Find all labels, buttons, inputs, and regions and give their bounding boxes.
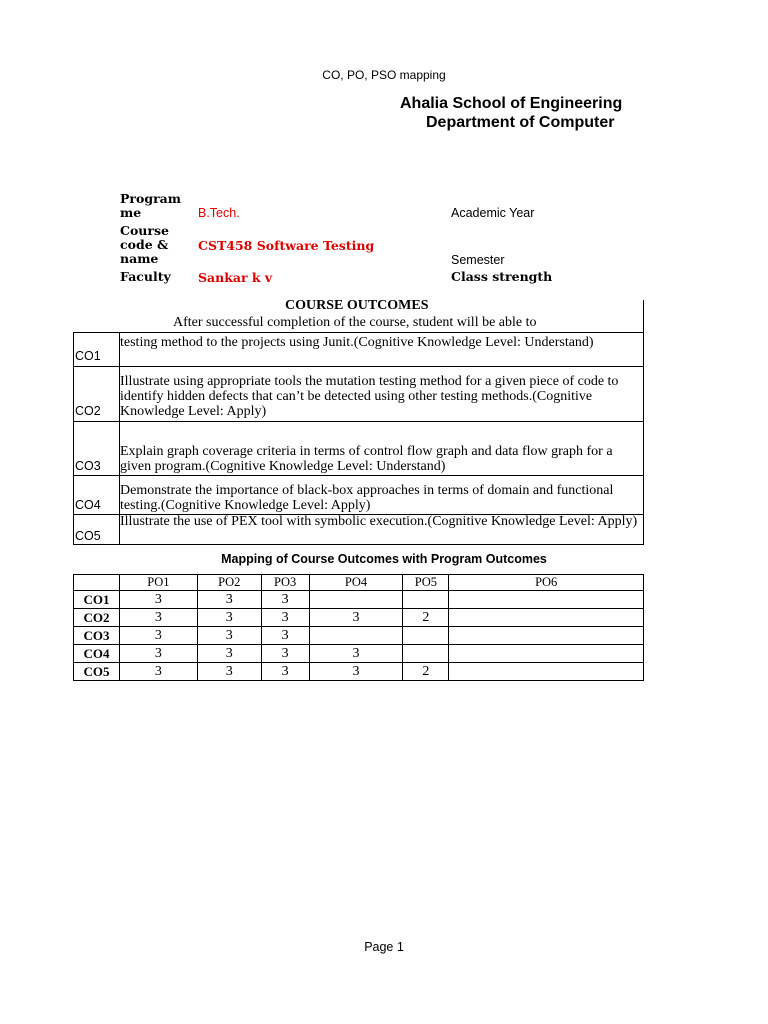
co-row xyxy=(73,515,643,544)
mapping-cell: 3 xyxy=(119,609,197,627)
mapping-cell xyxy=(449,663,644,681)
mapping-header-cell: PO6 xyxy=(449,575,644,591)
mapping-cell: 2 xyxy=(403,663,449,681)
academic-year-label: Academic Year xyxy=(451,206,535,220)
mapping-header-cell xyxy=(74,575,120,591)
mapping-cell: 3 xyxy=(261,645,309,663)
mapping-cell: 3 xyxy=(119,645,197,663)
mapping-header-cell: PO5 xyxy=(403,575,449,591)
co-description: Illustrate the use of PEX tool with symbolic execution.(Cognitive Knowledge Level: Apply) xyxy=(120,514,638,529)
mapping-cell: 3 xyxy=(197,609,261,627)
mapping-cell xyxy=(403,627,449,645)
mapping-title: Mapping of Course Outcomes with Program Outcomes xyxy=(221,552,547,566)
semester-label: Semester xyxy=(451,253,505,267)
mapping-cell xyxy=(403,591,449,609)
mapping-header-cell: PO1 xyxy=(119,575,197,591)
mapping-cell: 3 xyxy=(197,645,261,663)
mapping-header-row xyxy=(74,575,644,591)
mapping-cell xyxy=(309,591,403,609)
co-description: Demonstrate the importance of black-box approaches in terms of domain and functional testing.(Cognitive Knowledge Level: Apply) xyxy=(120,483,614,513)
mapping-header-cell: PO2 xyxy=(197,575,261,591)
co-description: testing method to the projects using Junit.(Cognitive Knowledge Level: Understand) xyxy=(120,335,594,350)
mapping-cell: 3 xyxy=(119,591,197,609)
mapping-row xyxy=(74,609,644,627)
mapping-cell: 3 xyxy=(197,663,261,681)
mapping-cell: 3 xyxy=(261,591,309,609)
mapping-cell: 3 xyxy=(119,663,197,681)
faculty-value: Sankar k v xyxy=(198,270,273,285)
co-id: CO2 xyxy=(75,404,101,418)
mapping-header-cell: PO3 xyxy=(261,575,309,591)
course-label-line3: name xyxy=(120,251,159,266)
co-row xyxy=(73,476,643,514)
programme-label-line2: me xyxy=(120,205,142,220)
mapping-row xyxy=(74,591,644,609)
mapping-row-co: CO1 xyxy=(74,591,120,609)
co-id: CO1 xyxy=(75,349,101,363)
mapping-row-co: CO3 xyxy=(74,627,120,645)
mapping-cell xyxy=(449,609,644,627)
faculty-label: Faculty xyxy=(120,269,171,284)
co-po-mapping-table xyxy=(73,574,644,681)
mapping-cell: 3 xyxy=(261,627,309,645)
mapping-cell: 3 xyxy=(309,663,403,681)
mapping-cell: 3 xyxy=(309,609,403,627)
mapping-cell: 3 xyxy=(119,627,197,645)
co-row xyxy=(73,333,643,366)
mapping-row-co: CO4 xyxy=(74,645,120,663)
mapping-cell xyxy=(449,627,644,645)
co-id: CO3 xyxy=(75,459,101,473)
mapping-row-co: CO5 xyxy=(74,663,120,681)
page-header-title: CO, PO, PSO mapping xyxy=(322,68,446,82)
co-description: Illustrate using appropriate tools the mutation testing method for a given piece of code to identify hidden defects that can’t be detected using other testing methods.(Cognitive Knowledge Level: Apply) xyxy=(120,374,619,419)
co-id: CO5 xyxy=(75,529,101,543)
school-name: Ahalia School of Engineering xyxy=(400,95,623,112)
mapping-header-cell: PO4 xyxy=(309,575,403,591)
course-outcomes-subtitle: After successful completion of the course, student will be able to xyxy=(173,315,537,330)
mapping-cell: 3 xyxy=(261,663,309,681)
mapping-row-co: CO2 xyxy=(74,609,120,627)
class-strength-label: Class strength xyxy=(451,269,553,284)
mapping-cell xyxy=(309,627,403,645)
co-id: CO4 xyxy=(75,498,101,512)
page-number: Page 1 xyxy=(364,940,404,954)
department-name: Department of Computer xyxy=(426,114,615,131)
mapping-cell: 3 xyxy=(197,627,261,645)
co-description: Explain graph coverage criteria in terms of control flow graph and data flow graph for a given program.(Cognitive Knowledge Level: Understand) xyxy=(120,444,613,474)
course-value: CST458 Software Testing xyxy=(198,238,375,253)
mapping-cell xyxy=(449,645,644,663)
mapping-cell xyxy=(403,645,449,663)
programme-label-line1: Program xyxy=(120,191,181,206)
mapping-cell: 3 xyxy=(197,591,261,609)
co-table-right-border-top xyxy=(643,300,644,545)
mapping-cell: 2 xyxy=(403,609,449,627)
co-row-line xyxy=(73,544,644,545)
co-row xyxy=(73,367,643,421)
mapping-cell: 3 xyxy=(309,645,403,663)
mapping-row xyxy=(74,627,644,645)
mapping-cell: 3 xyxy=(261,609,309,627)
course-label-line2: code & xyxy=(120,237,169,252)
course-outcomes-title: COURSE OUTCOMES xyxy=(285,298,429,313)
programme-value: B.Tech. xyxy=(198,206,240,220)
co-row xyxy=(73,422,643,475)
mapping-cell xyxy=(449,591,644,609)
course-label-line1: Course xyxy=(120,223,169,238)
mapping-row xyxy=(74,663,644,681)
mapping-row xyxy=(74,645,644,663)
